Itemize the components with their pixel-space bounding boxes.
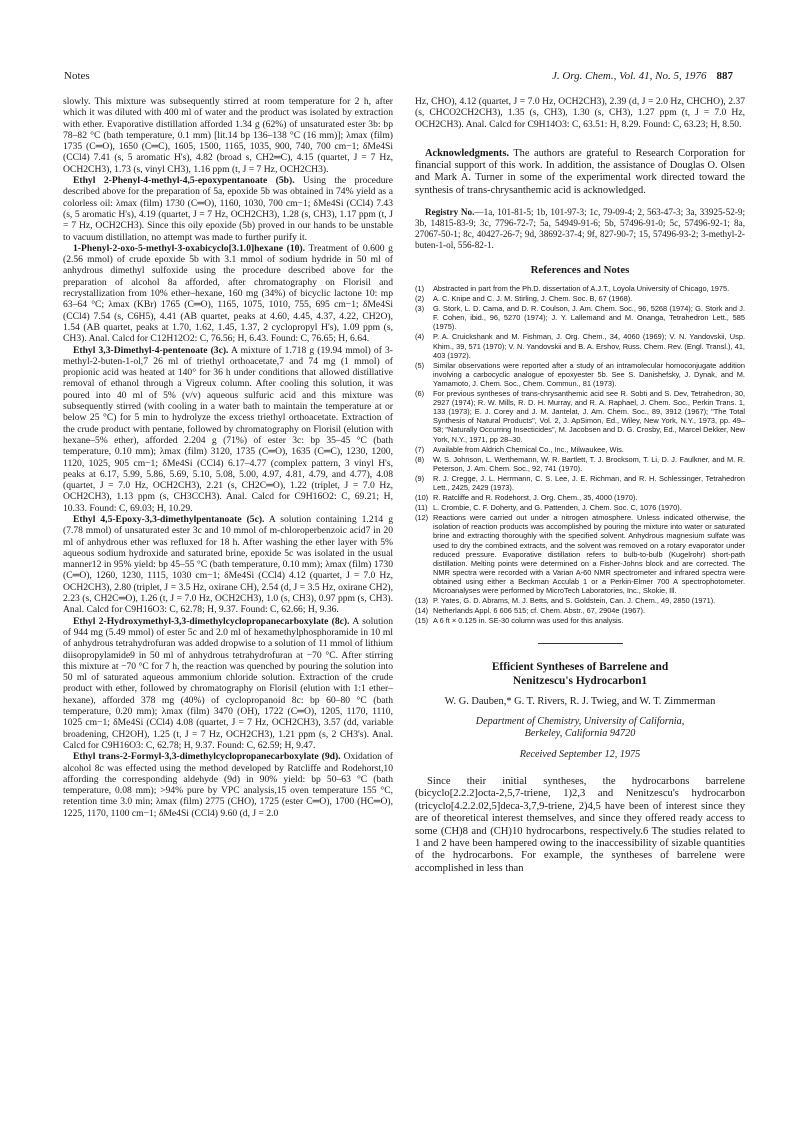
- reference-item: [415, 294, 745, 303]
- received-date: Received September 12, 1975: [519, 748, 641, 760]
- reference-item: [415, 596, 745, 605]
- reference-number: (14): [415, 606, 429, 616]
- reference-text: Reactions were carried out under a nitrogen atmosphere. Unless indicated otherwise, the isolation of reaction products was accomplished by pouring the mixture into water or saturated brine and extracting thoroughly with the specified solvent. Anhydrous magnesium sulfate was used to dry the combined extracts, and the solvent was removed on a rotary evaporator under reduced pressure. Evaporative distillation refers to bulb-to-bulb (Kugelrohr) short-path distillation. Melting points were determined on a Fisher-Johns block and are corrected. The NMR spectra were recorded with a Varian A-60 NMR spectrometer and infrared spectra were obtained using either a Beckman Acculab 1 or a Perkin-Elmer 700 A spectrophotometer. Microanalyses were performed by MicroTech Laboratories, Inc., Skokie, Ill.: [433, 513, 745, 595]
- registry-numbers: Registry No.—1a, 101-81-5; 1b, 101-97-3; 1c, 79-09-4; 2, 563-47-3; 3a, 33925-52-9; 3b, 14815-83-9; 3c, 7796-72-7; 5a, 54949-91-6; 5b, 57496-91-0; 5c, 57496-92-1; 8a, 27067-50-1; 8c, 40427-26-7; 9d, 38692-37-4; 9f, 827-90-7; 15, 57496-93-2; 3-methyl-2-buten-1-ol, 556-82-1.: [415, 206, 745, 250]
- experimental-paragraph: slowly. This mixture was subsequently stirred at room temperature for 2 h, after which it was diluted with 400 ml of water and the product was isolated by extraction with ether. Evaporative distillation afforded 1.34 g (62%) of unsaturated ester 3b: bp 78–82 °C (bath temperature, 0.1 mm) [lit.14 bp 136–138 °C (16 mm)]; λmax (film) 1735 (C═O), 1650 (C═C), 1605, 1500, 1165, 1035, 900, 740, 700 cm−1; δMe4Si (CCl4) 7.41 (s, 5 aromatic H's), 4.82 (broad s, CH2═C), 4.15 (quartet, J = 7 Hz, OCH2CH3), 1.73 (s, vinyl CH3), 1.16 ppm (t, J = 7 Hz, OCH2CH3).: [63, 96, 393, 175]
- references-list: [415, 284, 745, 625]
- article-title: Efficient Syntheses of Barrelene and Nenitzescu's Hydrocarbon1: [491, 661, 669, 688]
- reference-item: [415, 445, 745, 454]
- reference-text: G. Stork, L. D. Cama, and D. R. Coulson, J. Am. Chem. Soc., 96, 5268 (1974); G. Stork and J. F. Cohen, ibid., 96, 5270 (1974); J. Y. Lallemand and M. Onanga, Tetrahedron Lett., 585 (1975).: [433, 304, 745, 332]
- experimental-paragraph: Ethyl 2-Hydroxymethyl-3,3-dimethylcyclopropanecarboxylate (8c). A solution of 944 mg (5.49 mmol) of ester 5c and 2.0 ml of hexamethylphosphoramide in 10 ml of anhydrous tetrahydrofuran was added dropwise to a solution of 11 mmol of lithium diisopropylamide9 in 50 ml of anhydrous tetrahydrofuran at −70 °C. After stirring this mixture at −70 °C for 7 h, the reaction was quenched by pouring the solution into 50 ml of saturated aqueous ammonium chloride solution. Extraction of the crude product with ether, followed by chromatography on Florisil (elution with 1:1 ether–hexane), afforded 378 mg (40%) of cyclopropanoid 8c: bp 60–80 °C (bath temperature, 0.20 mm); λmax (film) 3470 (OH), 1722 (C═O), 1205, 1170, 1110, 1025 cm−1; δMe4Si (CCl4) 4.08 (quartet, J = 7 Hz, OCH2CH3), 3.57 (dd, variable broadening, CH2OH), 1.25 (t, J = 7 Hz, OCH2CH3), 1.21 ppm (s, 2 CH3's). Anal. Calcd for C9H16O3: C, 62.78; H, 9.37. Found: C, 62.59; H, 9.47.: [63, 615, 393, 751]
- reference-number: (1): [415, 284, 425, 293]
- reference-item: [415, 513, 745, 595]
- running-header-journal: [552, 70, 733, 82]
- reference-text: A. C. Knipe and C. J. M. Stirling, J. Chem. Soc. B, 67 (1968).: [433, 294, 633, 304]
- reference-number: (4): [415, 332, 425, 342]
- article-affiliation: Department of Chemistry, University of California, Berkeley, California 94720: [475, 715, 685, 740]
- reference-text: Available from Aldrich Chemical Co., Inc., Milwaukee, Wis.: [433, 444, 624, 454]
- reference-number: (15): [415, 616, 429, 626]
- acknowledgments: Acknowledgments. The authors are grateful to Research Corporation for financial support of this work. In addition, the assistance of Douglas O. Olsen and Mark A. Turner in some of the experimental work directed toward the synthesis of trans-chrysanthemic acid is acknowledged.: [415, 147, 745, 196]
- reference-text: Similar observations were reported after a study of an intramolecular homoconjugate addition involving a carbocyclic analogue of epoxyester 5b. See S. Danishefsky, J. Dynak, and M. Yamamoto, J. Chem. Soc., Chem. Commun., 81 (1973).: [433, 360, 745, 388]
- article-body: Since their initial syntheses, the hydrocarbons barrelene (bicyclo[2.2.2]octa-2,5,7-triene, 1)2,3 and Nenitzescu's hydrocarbon (tricyclo[4.2.2.02,5]deca-3,7,9-triene, 2)4,5 have been of interest since they are of theoretical interest themselves, and since they offered ready access to some (CH)8 and (CH)10 hydrocarbons, respectively.6 The studies related to 1 and 2 have been hampered owing to the inaccessibility of sizable quantities of the hydrocarbons. For example, the syntheses of barrelene were accomplished in less than: [415, 775, 745, 874]
- experimental-paragraph: Ethyl 4,5-Epoxy-3,3-dimethylpentanoate (5c). A solution containing 1.214 g (7.78 mmol) of unsaturated ester 3c and 10 mmol of m-chloroperbenzoic acid7 in 20 ml of anhydrous ether was refluxed for 18 h. After washing the ether layer with 5% aqueous sodium hydroxide and saturated brine, epoxide 5c was isolated in the usual manner12 in 95% yield: bp 45–55 °C (bath temperature, 0.10 mm); λmax (film) 1730 (C═O), 1260, 1230, 1115, 1030 cm−1; δMe4Si (CCl4) 4.12 (quartet, J = 7.0 Hz, OCH2CH3), 2.80 (triplet, J = 3.5 Hz, oxirane CH), 2.54 (d, J = 3.5 Hz, oxirane CH2), 2.23 (s, CH2C═O), 1.26 (t, J = 7.0 Hz, OCH2CH3), 1.0 (s, CH3), 0.97 ppm (s, CH3). Anal. Calcd for C9H16O3: C, 62.78; H, 9.37. Found: C, 62.66; H, 9.36.: [63, 513, 393, 616]
- reference-number: (12): [415, 513, 429, 523]
- reference-item: [415, 474, 745, 492]
- reference-item: [415, 389, 745, 444]
- experimental-paragraph: Ethyl trans-2-Formyl-3,3-dimethylcyclopropanecarboxylate (9d). Oxidation of alcohol 8c was effected using the method developed by Ratcliffe and Rodehorst,10 affording the corresponding aldehyde (9d) in 90% yield: bp 50–63 °C (bath temperature, 0.08 mm); >94% pure by VPC analysis,15 oven temperature 155 °C, retention time 3.0 min; λmax (film) 2775 (CHO), 1725 (ester C═O), 1700 (HC═O), 1225, 1170, 1100 cm−1; δMe4Si (CCl4) 9.60 (d, J = 2.0: [63, 751, 393, 819]
- experimental-paragraph: Ethyl 2-Phenyl-4-methyl-4,5-epoxypentanoate (5b). Using the procedure described above for the preparation of 5a, epoxide 5b was obtained in 74% yield as a colorless oil: λmax (film) 1730 (C═O), 1160, 1030, 700 cm−1; δMe4Si (CCl4) 7.43 (s, 5 aromatic H's), 4.19 (quartet, J = 7 Hz, OCH2CH3), 1.28 (s, CH3), 1.17 ppm (t, J = 7 Hz, OCH2CH3). Since this oily epoxide (5b) proved in our hands to be unstable to vacuum distillation, no attempt was made to further purify it.: [63, 175, 393, 243]
- reference-number: (6): [415, 389, 425, 399]
- reference-item: [415, 455, 745, 473]
- reference-text: P. A. Cruickshank and M. Fishman, J. Org. Chem., 34, 4060 (1969); V. N. Yandovskii, Usp. Khim., 39, 571 (1970); V. N. Yandovskii and B. A. Ershov, Russ. Chem. Rev. (Engl. Transl.), 41, 403 (1972).: [433, 332, 745, 360]
- reference-item: [415, 304, 745, 331]
- reference-number: (11): [415, 503, 428, 513]
- reference-item: [415, 606, 745, 615]
- reference-number: (9): [415, 473, 425, 483]
- reference-item: [415, 332, 745, 359]
- reference-text: W. S. Johnson, L. Werthemann, W. R. Bartlett, T. J. Brocksom, T. Li, D. J. Faulkner, and M. R. Peterson, J. Am. Chem. Soc., 92, 741 (1970).: [433, 454, 745, 473]
- reference-number: (10): [415, 493, 429, 503]
- reference-item: [415, 284, 745, 293]
- reference-item: [415, 361, 745, 388]
- reference-text: For previous syntheses of trans-chrysanthemic acid see R. Sobti and S. Dev, Tetrahedron, 30, 2927 (1974); R. W. Mills, R. D. H. Murray, and R. A. Raphael, J. Chem. Soc., Perkin Trans. 1, 133 (1973); E. J. Corey and J. M. Jantelat, J. Am. Chem. Soc., 89, 3912 (1967); "The Total Synthesis of Natural Products", Vol. 2, J. ApSimon, Ed., Wiley, New York, N.Y., 1973, pp. 49–58; "Naturally Occurring Insecticides", M. Jacobsen and D. G. Crosby, Ed., Marcel Dekker, New York, N.Y., 1971, pp 28–30.: [433, 389, 745, 444]
- experimental-continuation: Hz, CHO), 4.12 (quartet, J = 7.0 Hz, OCH2CH3), 2.39 (d, J = 2.0 Hz, CHCHO), 2.37 (s, CHCO2CH2CH3), 1.35 (s, CH3), 1.30 (s, CH3), 1.27 ppm (t, J = 7.0 Hz, OCH2CH3). Anal. Calcd for C9H14O3: C, 63.51: H, 8.29. Found: C, 63.23; H, 8.50.: [415, 96, 745, 130]
- reference-text: L. Crombie, C. F. Doherty, and G. Pattenden, J. Chem. Soc. C, 1076 (1970).: [433, 503, 682, 513]
- reference-text: R. Ratcliffe and R. Rodehorst, J. Org. Chem., 35, 4000 (1970).: [433, 493, 638, 503]
- references-heading: References and Notes: [530, 263, 630, 276]
- section-divider: [538, 643, 623, 644]
- reference-text: P. Yates, G. D. Abrams, M. J. Betts, and S. Goldstein, Can. J. Chem., 49, 2850 (1971).: [433, 596, 716, 606]
- reference-item: [415, 493, 745, 502]
- reference-number: (7): [415, 444, 425, 454]
- reference-text: Netherlands Appl. 6 606 515; cf. Chem. Abstr., 67, 2904e (1967).: [433, 606, 645, 616]
- reference-item: [415, 503, 745, 512]
- reference-number: (2): [415, 294, 425, 304]
- reference-text: A 6 ft × 0.125 in. SE-30 column was used for this analysis.: [433, 616, 624, 626]
- reference-number: (5): [415, 360, 425, 370]
- reference-text: Abstracted in part from the Ph.D. dissertation of A.J.T., Loyola University of Chicago, 1975.: [433, 284, 730, 293]
- journal-citation: J. Org. Chem., Vol. 41, No. 5, 1976: [551, 70, 707, 82]
- reference-number: (3): [415, 304, 425, 314]
- reference-item: [415, 616, 745, 625]
- reference-number: (13): [415, 596, 429, 606]
- experimental-paragraph: 1-Phenyl-2-oxo-5-methyl-3-oxabicyclo[3.1.0]hexane (10). Treatment of 0.600 g (2.56 mmol) of crude epoxide 5b with 3.1 mmol of sodium hydride in 50 ml of anhydrous dimethyl sulfoxide using the procedure described above for the preparation of alcohol 8a afforded, after chromatography on Florisil and recrystallization from 10% ether–hexane, 160 mg (34%) of bicyclic lactone 10: mp 63–64 °C; λmax (KBr) 1765 (C═O), 1165, 1075, 1010, 755, 695 cm−1; δMe4Si (CCl4) 7.54 (s, C6H5), 4.41 (AB quartet, peaks at 4.60, 4.45, 4.37, 4.22, CH2O), 1.54 (AB quartet, peaks at 1.70, 1.62, 1.45, 1.37, 2 cyclopropyl H's), 1.09 ppm (s, CH3). Anal. Calcd for C12H12O2: C, 76.56; H, 6.43. Found: C, 76.65; H, 6.64.: [63, 242, 393, 345]
- experimental-paragraph: Ethyl 3,3-Dimethyl-4-pentenoate (3c). A mixture of 1.718 g (19.94 mmol) of 3-methyl-2-buten-1-ol,7 26 ml of triethyl orthoacetate,7 and 74 mg (1 mmol) of propionic acid was heated at 140° for 36 h under conditions that allowed distillative removal of ethanol through a Vigreux column. After cooling this solution, it was poured into 40 ml of 5% (v/v) aqueous sulfuric acid and this mixture was subsequently stirred (with cooling in a water bath to maintain the temperature at or below 25 °C) for 5 min to hydrolyze the excess triethyl orthoacetate. Extraction of the crude product with pentane, followed by chromatography on Florisil (elution with hexane–5% ether), afforded 2.204 g (71%) of ester 3c: bp 35–45 °C (bath temperature, 0.10 mm); λmax (film) 3120, 1735 (C═O), 1635 (C═C), 1230, 1200, 1120, 1025, 905 cm−1; δMe4Si (CCl4) 6.17–4.77 (complex pattern, 3 vinyl H's, peaks at 6.17, 5.99, 5.86, 5.69, 5.10, 5.08, 5.00, 4.97, 4.81, 4.79, and 4.77), 4.08 (quartet, J = 7.0 Hz, OCH2CH3), 2.21 (s, CH2C═O), 1.22 (triplet, J = 7.0 Hz, OCH2CH3), 1.13 ppm (s, CH3CCH3). Anal. Calcd for C9H16O2: C, 69.21; H, 10.33. Found: C, 69.03; H, 10.29.: [63, 344, 394, 514]
- right-column: [415, 96, 745, 875]
- reference-text: R. J. Cregge, J. L. Herrmann, C. S. Lee, J. E. Richman, and R. H. Schlessinger, Tetrahedron Lett., 2425, 2429 (1973).: [433, 473, 745, 492]
- article-authors: W. G. Dauben,* G. T. Rivers, R. J. Twieg, and W. T. Zimmerman: [444, 696, 716, 708]
- reference-number: (8): [415, 454, 425, 464]
- page-number: 887: [716, 70, 733, 82]
- left-column: [63, 96, 393, 819]
- running-header-section: Notes: [64, 70, 90, 82]
